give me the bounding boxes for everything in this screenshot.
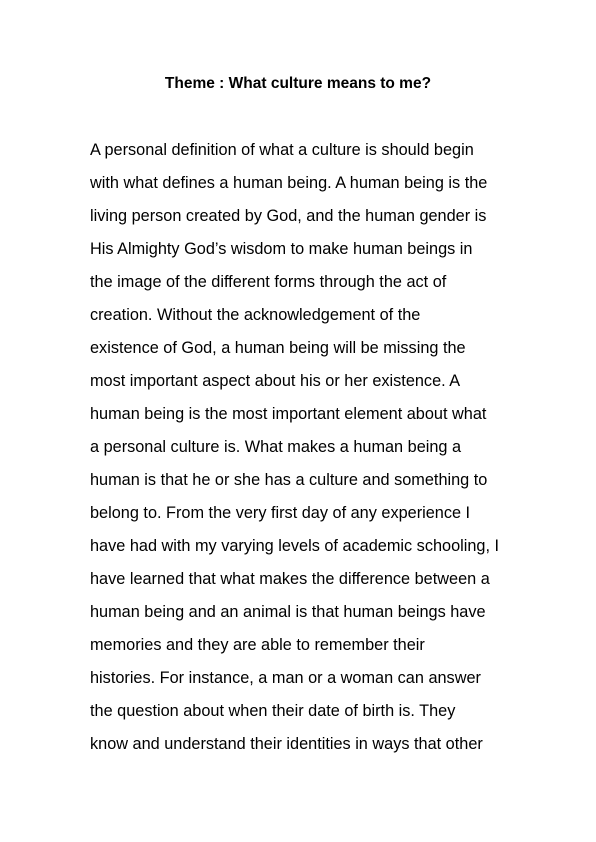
paragraph-line: human being is the most important element about what [90, 405, 487, 423]
paragraph-line: existence of God, a human being will be missing the [90, 339, 466, 357]
paragraph-line: memories and they are able to remember their [90, 636, 425, 654]
paragraph-line: His Almighty God’s wisdom to make human beings in [90, 240, 473, 258]
paragraph-line: creation. Without the acknowledgement of the [90, 306, 421, 324]
paragraph-line: have had with my varying levels of academic schooling, I [90, 537, 500, 555]
body-paragraph [90, 139, 530, 766]
paragraph-line: a personal culture is. What makes a human being a [90, 438, 462, 456]
paragraph-line: histories. For instance, a man or a woman can answer [90, 669, 481, 687]
paragraph-line: living person created by God, and the human gender is [90, 207, 487, 225]
paragraph-line: know and understand their identities in ways that other [90, 735, 483, 753]
paragraph-line: most important aspect about his or her existence. A [90, 372, 461, 390]
paragraph-line: the question about when their date of birth is. They [90, 702, 456, 720]
paragraph-line: A personal definition of what a culture is should begin [90, 141, 474, 159]
document-title: Theme : What culture means to me? [164, 75, 432, 92]
paragraph-line: human being and an animal is that human beings have [90, 603, 486, 621]
paragraph-line: have learned that what makes the difference between a [90, 570, 490, 588]
paragraph-line: with what defines a human being. A human being is the [90, 174, 488, 192]
paragraph-line: belong to. From the very first day of any experience I [90, 504, 471, 522]
paragraph-line: the image of the different forms through the act of [90, 273, 447, 291]
paragraph-line: human is that he or she has a culture and something to [90, 471, 488, 489]
